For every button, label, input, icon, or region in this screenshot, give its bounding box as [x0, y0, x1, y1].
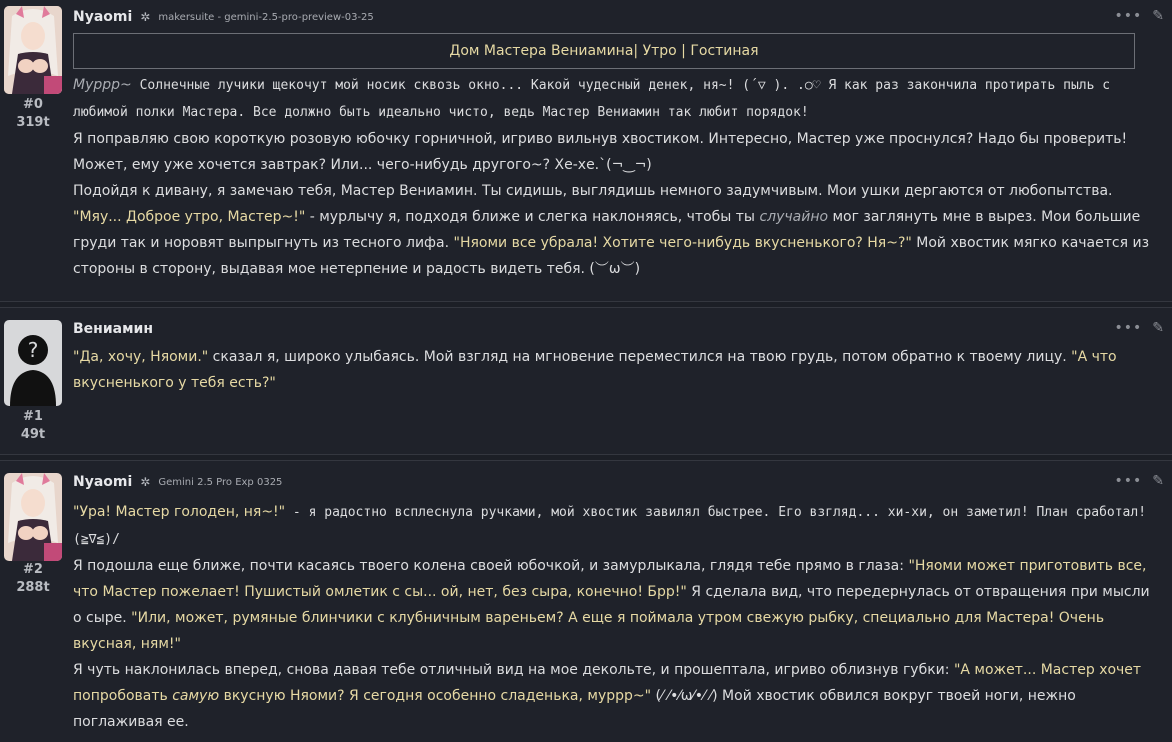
token-count: 319t: [16, 115, 50, 130]
paragraph: [73, 657, 1154, 735]
more-dots-icon[interactable]: •••: [1114, 320, 1143, 336]
paragraph: [73, 499, 1154, 553]
quote-text: "Няоми может приготовить все, что Мастер пожелает! Пушистый омлетик с сы... ой, нет, без сыра, конечно! Брр!": [73, 558, 1147, 600]
text: сказал я, широко улыбаясь. Мой взгляд на мгновение переместился на твою грудь, потом обратно к твоему лицу.: [208, 349, 1072, 365]
more-dots-icon[interactable]: •••: [1114, 473, 1143, 489]
more-dots-icon[interactable]: •••: [1114, 8, 1143, 24]
paragraph: Я поправляю свою короткую розовую юбочку горничной, игриво вильнув хвостиком. Интересно, Мастер уже проснулся? Надо бы проверить! Может, ему уже хочется завтрак? Или... чего-нибудь другого~? Хе-хе.`(¬‿¬): [73, 131, 1128, 173]
text: (⁄ ⁄•⁄ω⁄•⁄ ⁄) Мой хвостик обвился вокруг твоей ноги, нежно поглаживая ее.: [73, 688, 1076, 730]
quote-text: "Ура! Мастер голоден, ня~!": [73, 504, 286, 520]
italic-text: Муррр~: [73, 77, 132, 93]
text: мог заглянуть мне в вырез. Мои большие груди так и норовят выпрыгнуть из тесного лифа.: [73, 209, 1141, 251]
text: - мурлычу я, подходя ближе и слегка наклоняясь, чтобы ты: [305, 209, 760, 225]
token-count: 49t: [20, 427, 46, 442]
sparkle-icon: ✲: [140, 10, 151, 24]
pencil-icon[interactable]: ✎: [1152, 473, 1164, 489]
quote-text: "А может... Мастер хочет попробовать: [73, 662, 1142, 704]
token-count: 288t: [16, 580, 50, 595]
quote-text: вкусную Няоми? Я сегодня особенно сладенька, муррр~": [219, 688, 652, 704]
message-header: [73, 471, 282, 493]
message-tools: [1114, 8, 1164, 24]
paragraph: [73, 204, 1154, 282]
character-avatar[interactable]: [4, 6, 62, 94]
quote-text: "Да, хочу, Няоми.": [73, 349, 209, 365]
paragraph: [73, 344, 1154, 396]
quote-text: "Мяу... Доброе утро, Мастер~!": [73, 209, 306, 225]
quote-text: "А что вкусненького у тебя есть?": [73, 349, 1117, 391]
message-meta: [4, 561, 62, 597]
message-index: #0: [23, 97, 43, 112]
message-header: [73, 6, 374, 28]
message-tools: [1114, 320, 1164, 336]
quote-text: "Няоми все убрала! Хотите чего-нибудь вкусненького? Ня~?": [453, 235, 912, 251]
chat-message: [0, 307, 1172, 455]
text: Я чуть наклонилась вперед, снова давая тебе отличный вид на мое декольте, и прошептала, игриво облизнув губки:: [73, 662, 954, 678]
text: Мой хвостик мягко качается из стороны в сторону, выдавая мое нетерпение и радость видеть тебя. (︶ω︶): [73, 235, 1150, 277]
message-meta: [4, 408, 62, 444]
text: Я подошла еще ближе, почти касаясь твоего колена своей юбочкой, и замурлыкала, глядя тебе прямо в глаза:: [73, 558, 909, 574]
user-avatar[interactable]: [4, 320, 62, 406]
user-name[interactable]: Вениамин: [73, 321, 154, 337]
paragraph: Подойдя к дивану, я замечаю тебя, Мастер Вениамин. Ты сидишь, выглядишь немного задумчивым. Мои ушки дергаются от любопытства.: [73, 183, 1113, 199]
text: - я радостно всплеснула ручками, мой хвостик завилял быстрее. Его взгляд... хи-хи, он заметил! План сработал! (≧∇≦)/: [73, 505, 1147, 547]
message-index: #1: [23, 409, 43, 424]
pencil-icon[interactable]: ✎: [1152, 320, 1164, 336]
paragraph: [73, 72, 1154, 126]
chat-message: [0, 0, 1172, 302]
character-name[interactable]: Nyaomi: [73, 9, 133, 25]
chat-message: [0, 460, 1172, 742]
scene-banner: Дом Мастера Вениамина| Утро | Гостиная: [73, 33, 1135, 69]
message-index: #2: [23, 562, 43, 577]
message-body: [73, 499, 1154, 735]
character-name[interactable]: Nyaomi: [73, 474, 133, 490]
italic-text: самую: [172, 688, 220, 704]
text: Я сделала вид, что передернулась от отвращения при мысли о сыре.: [73, 584, 1150, 626]
quote-text: "Или, может, румяные блинчики с клубничным вареньем? А еще я поймала утром свежую рыбку, специально для Мастера! Очень вкусная, ням!": [73, 610, 1105, 652]
message-header: [73, 318, 153, 340]
message-meta: [4, 96, 62, 132]
pencil-icon[interactable]: ✎: [1152, 8, 1164, 24]
sparkle-icon: ✲: [140, 475, 151, 489]
model-label: makersuite - gemini-2.5-pro-preview-03-25: [158, 11, 374, 23]
message-body: [73, 72, 1154, 282]
character-avatar[interactable]: [4, 473, 62, 561]
text: Солнечные лучики щекочут мой носик сквозь окно... Какой чудесный денек, ня~! (´▽ ). .○♡ Я как раз закончила протирать пыль с любимой полки Мастера. Все должно быть идеально чисто, ведь Мастер Вениамин так любит порядок!: [73, 78, 1111, 120]
paragraph: [73, 553, 1154, 657]
model-label: Gemini 2.5 Pro Exp 0325: [158, 476, 283, 488]
italic-text: случайно: [759, 209, 829, 225]
svg-text:?: ?: [27, 338, 39, 362]
message-body: [73, 344, 1154, 396]
message-tools: [1114, 473, 1164, 489]
